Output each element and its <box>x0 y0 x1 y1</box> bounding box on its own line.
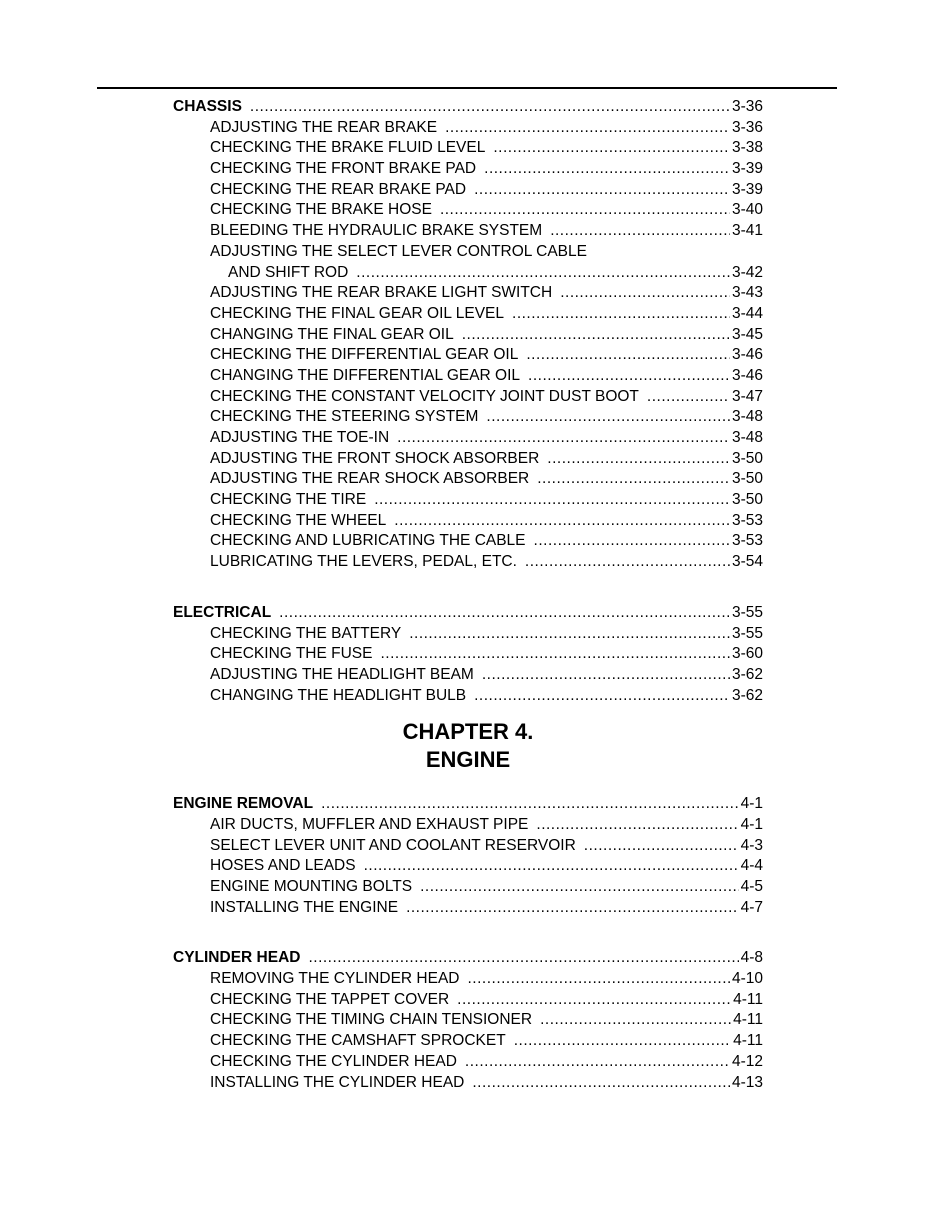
section-engine-removal <box>173 794 763 918</box>
section-electrical <box>173 603 763 706</box>
toc-page-number: 4-7 <box>740 898 763 916</box>
toc-entry-title: CHECKING THE REAR BRAKE PAD <box>210 180 467 198</box>
toc-page-number: 4-5 <box>740 878 763 895</box>
toc-entry[interactable] <box>173 856 763 877</box>
toc-entry[interactable] <box>173 511 763 532</box>
toc-page-number: 3-36 <box>731 98 763 115</box>
toc-entry[interactable] <box>173 304 763 325</box>
dot-leader <box>409 624 730 645</box>
toc-entry-title: CHECKING AND LUBRICATING THE CABLE <box>210 532 526 550</box>
toc-entry[interactable] <box>173 898 763 919</box>
toc-page-number: 3-48 <box>731 408 763 426</box>
toc-entry[interactable] <box>173 118 763 139</box>
toc-page-number: 3-47 <box>731 387 763 405</box>
toc-page-number: 3-60 <box>731 645 763 663</box>
toc-entry[interactable] <box>173 387 763 408</box>
toc-entry[interactable] <box>173 325 763 346</box>
dot-leader <box>525 552 730 573</box>
toc-page-number: 3-46 <box>731 346 763 364</box>
chapter-title: ENGINE <box>425 747 511 773</box>
section-cylinder-head <box>173 948 763 1093</box>
toc-page-number: 3-50 <box>731 449 763 467</box>
dot-leader <box>420 877 739 898</box>
toc-page-number: 4-10 <box>731 970 763 988</box>
dot-leader <box>474 686 730 707</box>
toc-page-number: 3-48 <box>731 429 763 446</box>
toc-entry-title: ADJUSTING THE REAR BRAKE LIGHT SWITCH <box>210 284 553 302</box>
toc-heading-title: ENGINE REMOVAL <box>173 795 314 813</box>
toc-page-number: 3-46 <box>731 366 763 384</box>
toc-entry[interactable] <box>173 686 763 707</box>
toc-entry[interactable] <box>173 180 763 201</box>
dot-leader <box>547 449 730 470</box>
dot-leader <box>493 138 730 159</box>
toc-page-number: 3-42 <box>731 263 763 281</box>
toc-entry-title: HOSES AND LEADS <box>210 857 356 875</box>
dot-leader <box>537 469 730 490</box>
dot-leader <box>474 180 730 201</box>
toc-entry[interactable] <box>173 449 763 470</box>
toc-entry[interactable] <box>173 345 763 366</box>
toc-entry[interactable] <box>173 665 763 686</box>
toc-entry-title: ADJUSTING THE SELECT LEVER CONTROL CABLE <box>210 242 587 260</box>
dot-leader <box>457 990 731 1011</box>
toc-entry[interactable] <box>173 877 763 898</box>
toc-page-number: 3-43 <box>731 284 763 302</box>
toc-page-number: 3-45 <box>731 325 763 343</box>
toc-page-number: 4-13 <box>731 1073 763 1091</box>
toc-entry[interactable] <box>173 552 763 573</box>
toc-entry[interactable] <box>173 221 763 242</box>
toc-entry-title: CHECKING THE DIFFERENTIAL GEAR OIL <box>210 346 519 364</box>
toc-entry[interactable] <box>173 1031 763 1052</box>
toc-entry-title: CHECKING THE BRAKE HOSE <box>210 201 432 219</box>
toc-entry-title: ADJUSTING THE TOE-IN <box>210 429 390 446</box>
toc-heading-electrical[interactable] <box>173 603 763 624</box>
dot-leader <box>472 1073 730 1094</box>
toc-page-number: 4-11 <box>733 1011 763 1029</box>
toc-entry-title: AND SHIFT ROD <box>228 263 349 281</box>
toc-heading-cylinder-head[interactable] <box>173 948 763 969</box>
dot-leader <box>356 263 730 284</box>
toc-entry-title: LUBRICATING THE LEVERS, PEDAL, ETC. <box>210 553 517 571</box>
dot-leader <box>482 665 730 686</box>
dot-leader <box>445 118 730 139</box>
toc-entry-title: CHANGING THE DIFFERENTIAL GEAR OIL <box>210 366 521 384</box>
dot-leader <box>512 304 730 325</box>
toc-entry-title: CHECKING THE BATTERY <box>210 624 402 642</box>
dot-leader <box>279 603 730 624</box>
toc-entry-continuation[interactable] <box>173 263 763 284</box>
dot-leader <box>467 969 729 990</box>
toc-entry-title: ENGINE MOUNTING BOLTS <box>210 878 413 895</box>
toc-entry[interactable] <box>173 815 763 836</box>
toc-page-number: 4-1 <box>740 815 763 833</box>
toc-entry-title: ADJUSTING THE REAR BRAKE <box>210 118 438 136</box>
dot-leader <box>364 856 739 877</box>
toc-entry-first-line[interactable] <box>173 242 763 263</box>
toc-heading-title: CHASSIS <box>173 98 242 115</box>
toc-entry-title: CHECKING THE CONSTANT VELOCITY JOINT DUST BOOT <box>210 387 639 405</box>
toc-entry[interactable] <box>173 469 763 490</box>
toc-entry-title: SELECT LEVER UNIT AND COOLANT RESERVOIR <box>210 836 576 854</box>
toc-heading-engine-removal[interactable] <box>173 794 763 815</box>
toc-page-number: 3-53 <box>731 532 763 550</box>
toc-page-number: 3-41 <box>731 222 763 240</box>
toc-page-number: 3-54 <box>731 553 763 571</box>
toc-entry[interactable] <box>173 283 763 304</box>
toc-entry-title: INSTALLING THE ENGINE <box>210 898 399 916</box>
toc-entry-title: CHECKING THE CYLINDER HEAD <box>210 1052 457 1070</box>
toc-entry-title: CHECKING THE FUSE <box>210 645 373 663</box>
dot-leader <box>584 836 739 857</box>
toc-entry[interactable] <box>173 159 763 180</box>
toc-entry[interactable] <box>173 644 763 665</box>
toc-entry[interactable] <box>173 836 763 857</box>
dot-leader <box>381 644 730 665</box>
toc-entry-title: CHECKING THE BRAKE FLUID LEVEL <box>210 139 486 157</box>
toc-page-number: 4-11 <box>733 1032 763 1050</box>
toc-entry-title: ADJUSTING THE REAR SHOCK ABSORBER <box>210 470 530 488</box>
toc-entry[interactable] <box>173 1052 763 1073</box>
toc-entry[interactable] <box>173 200 763 221</box>
dot-leader <box>484 159 730 180</box>
toc-page-number: 3-38 <box>731 139 763 157</box>
toc-page-number: 3-62 <box>731 686 763 704</box>
toc-entry[interactable] <box>173 407 763 428</box>
toc-page-number: 3-50 <box>731 470 763 488</box>
toc-entry[interactable] <box>173 138 763 159</box>
toc-page-number: 3-53 <box>731 511 763 529</box>
dot-leader <box>647 387 730 408</box>
top-rule <box>97 87 837 89</box>
toc-entry[interactable] <box>173 531 763 552</box>
toc-page-number: 3-39 <box>731 160 763 178</box>
toc-page-number: 3-36 <box>731 118 763 136</box>
toc-entry-title: CHANGING THE FINAL GEAR OIL <box>210 325 454 343</box>
dot-leader <box>514 1031 731 1052</box>
toc-entry-title: CHECKING THE CAMSHAFT SPROCKET <box>210 1032 506 1050</box>
dot-leader <box>560 283 730 304</box>
toc-page-number: 3-50 <box>731 491 763 509</box>
dot-leader <box>550 221 730 242</box>
chapter-number: CHAPTER 4. <box>402 719 534 745</box>
dot-leader <box>534 531 730 552</box>
toc-page-number: 3-62 <box>731 665 763 683</box>
toc-entry-title: REMOVING THE CYLINDER HEAD <box>210 970 460 988</box>
toc-entry[interactable] <box>173 990 763 1011</box>
toc-entry-title: CHANGING THE HEADLIGHT BULB <box>210 686 467 704</box>
toc-page-number: 4-11 <box>733 990 763 1008</box>
toc-page-number: 4-8 <box>740 949 763 967</box>
toc-entry-title: BLEEDING THE HYDRAULIC BRAKE SYSTEM <box>210 222 543 240</box>
toc-page-number: 4-3 <box>740 836 763 854</box>
dot-leader <box>374 490 730 511</box>
dot-leader <box>526 345 730 366</box>
toc-heading-chassis[interactable] <box>173 97 763 118</box>
dot-leader <box>394 511 730 532</box>
toc-entry[interactable] <box>173 366 763 387</box>
chapter-heading <box>173 718 763 774</box>
toc-entry[interactable] <box>173 624 763 645</box>
section-gap <box>173 918 763 948</box>
toc-entry-title: CHECKING THE TIMING CHAIN TENSIONER <box>210 1011 533 1029</box>
toc-page-number: 3-55 <box>731 603 763 621</box>
section-gap <box>173 573 763 603</box>
toc-entry[interactable] <box>173 969 763 990</box>
dot-leader <box>540 1010 731 1031</box>
toc-entry-title: CHECKING THE FINAL GEAR OIL LEVEL <box>210 304 505 322</box>
toc-page-number: 3-40 <box>731 201 763 219</box>
table-of-contents <box>173 97 763 1093</box>
dot-leader <box>308 948 738 969</box>
dot-leader <box>536 815 738 836</box>
toc-page-number: 3-55 <box>731 624 763 642</box>
dot-leader <box>321 794 739 815</box>
dot-leader <box>465 1052 730 1073</box>
dot-leader <box>397 428 730 449</box>
toc-entry[interactable] <box>173 490 763 511</box>
toc-page-number: 4-12 <box>731 1052 763 1070</box>
dot-leader <box>462 325 730 346</box>
dot-leader <box>440 200 730 221</box>
toc-entry-title: CHECKING THE TIRE <box>210 491 367 509</box>
toc-page-number: 3-44 <box>731 304 763 322</box>
toc-entry-title: INSTALLING THE CYLINDER HEAD <box>210 1073 465 1091</box>
toc-page-number: 3-39 <box>731 180 763 198</box>
toc-entry[interactable] <box>173 428 763 449</box>
toc-entry-title: ADJUSTING THE FRONT SHOCK ABSORBER <box>210 449 540 467</box>
toc-entry-title: CHECKING THE FRONT BRAKE PAD <box>210 160 477 178</box>
toc-entry-title: ADJUSTING THE HEADLIGHT BEAM <box>210 665 474 683</box>
dot-leader <box>528 366 730 387</box>
dot-leader <box>486 407 730 428</box>
toc-heading-title: CYLINDER HEAD <box>173 949 301 967</box>
toc-entry[interactable] <box>173 1010 763 1031</box>
toc-page-number: 4-1 <box>740 795 763 813</box>
toc-heading-title: ELECTRICAL <box>173 603 272 621</box>
toc-entry[interactable] <box>173 1073 763 1094</box>
toc-page-number: 4-4 <box>740 857 763 875</box>
dot-leader <box>406 898 739 919</box>
toc-entry-title: CHECKING THE TAPPET COVER <box>210 990 450 1008</box>
toc-entry-title: AIR DUCTS, MUFFLER AND EXHAUST PIPE <box>210 815 529 833</box>
toc-entry-title: CHECKING THE WHEEL <box>210 511 387 529</box>
toc-entry-title: CHECKING THE STEERING SYSTEM <box>210 408 479 426</box>
dot-leader <box>250 97 730 118</box>
section-chassis <box>173 97 763 573</box>
